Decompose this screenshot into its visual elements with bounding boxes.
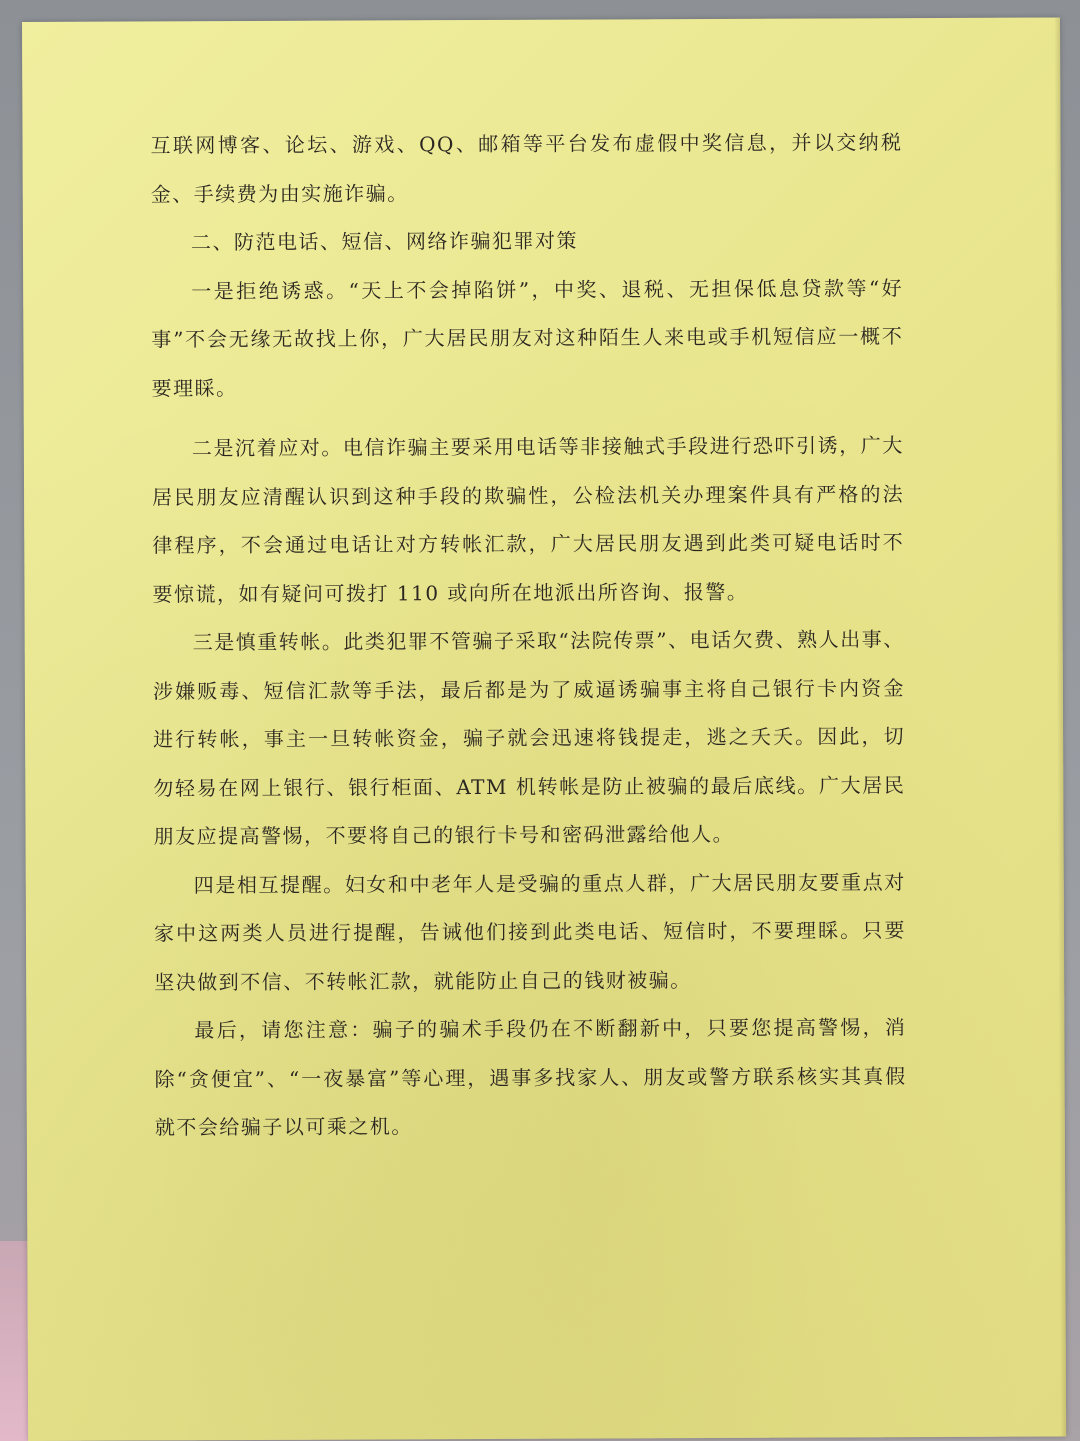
paragraph-stay-calm: 二是沉着应对。电信诈骗主要采用电话等非接触式手段进行恐吓引诱，广大居民朋友应清醒认识到这种手段的欺骗性，公检法机关办理案件具有严格的法律程序，不会通过电话让对方转帐汇款，广大居民朋友遇到此类可疑电话时不要惊谎，如有疑问可拨打 110 或向所在地派出所咨询、报警。 <box>152 433 905 606</box>
paper-sheet <box>22 17 1066 1441</box>
section-heading: 二、防范电话、短信、网络诈骗犯罪对策 <box>190 228 579 255</box>
paper-edge-shadow <box>1054 17 1066 1436</box>
paragraph-refuse-temptation: 一是拒绝诱惑。“天上不会掉陷饼”，中奖、退税、无担保低息贷款等“好事”不会无缘无故找上你，广大居民朋友对这种陌生人来电或手机短信应一概不要理睬。 <box>151 275 904 400</box>
paragraph-continuation: 互联网博客、论坛、游戏、QQ、邮箱等平台发布虚假中奖信息，并以交纳税金、手续费为由实施诈骗。 <box>150 130 903 206</box>
document-body <box>150 118 906 1152</box>
paragraph-remind-each-other: 四是相互提醒。妇女和中老年人是受骗的重点人群，广大居民朋友要重点对家中这两类人员进行提醒，告诫他们接到此类电话、短信时，不要理睬。只要坚决做到不信、不转帐汇款，就能防止自己的钱财被骗。 <box>153 869 907 994</box>
paragraph-final-note: 最后，请您注意：骗子的骗术手段仍在不断翻新中，只要您提高警惕，消除“贪便宜”、“一夜暴富”等心理，遇事多找家人、朋友或警方联系核实其真假就不会给骗子以可乘之机。 <box>154 1015 907 1140</box>
paragraph-careful-transfer: 三是慎重转帐。此类犯罪不管骗子采取“法院传票”、电话欠费、熟人出事、涉嫌贩毒、短信汇款等手法，最后都是为了威逼诱骗事主将自己银行卡内资金进行转帐，事主一旦转帐资金，骗子就会迅速将钱提走，逃之夭夭。因此，切勿轻易在网上银行、银行柜面、ATM 机转帐是防止被骗的最后底线。广大居民朋友应提高警惕，不要将自己的银行卡号和密码泄露给他人。 <box>152 627 906 849</box>
